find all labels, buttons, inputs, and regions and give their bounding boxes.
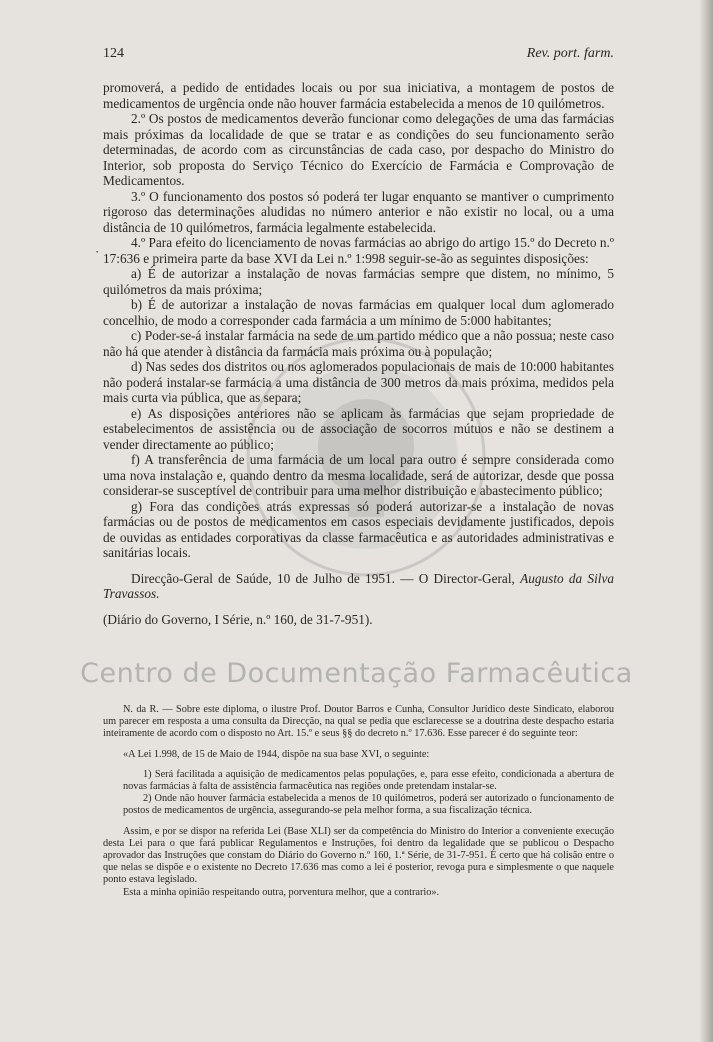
signature-name: Augusto da Silva Travassos. <box>103 570 615 601</box>
main-text <box>103 80 614 627</box>
signature-line <box>103 571 614 602</box>
signature-text: Direcção-Geral de Saúde, 10 de Julho de 1951. — O Director-Geral, <box>131 570 515 586</box>
margin-mark: · <box>95 244 100 259</box>
paragraph-2: 2.º Os postos de medicamentos deverão funcionar como delegações de uma das farmácias mais próximas da localidade de que se tratar e as condições do seu funcionamento serão determinadas, de acordo com as circunstâncias de cada caso, por despacho do Ministro do Interior, sob proposta do Serviço Técnico do Exercício de Farmácia e Comprovação de Medicamentos. <box>103 111 614 188</box>
item-b: b) É de autorizar a instalação de novas farmácias em qualquer local dum aglomerado concelhio, de modo a corresponder cada farmácia a um mínimo de 5:000 habitantes; <box>103 297 614 328</box>
note-paragraph-2: «A Lei 1.998, de 15 de Maio de 1944, dispõe na sua base XVI, o seguinte: <box>123 748 430 760</box>
editor-note <box>103 704 614 899</box>
note-item-1: 1) Será facilitada a aquisição de medicamentos pelas populações, e, para esse efeito, condicionada a abertura de novas farmácias à falta de assistência farmacêutica nas regiões onde pretendam instalar-se. <box>123 768 614 793</box>
item-a: a) É de autorizar a instalação de novas farmácias sempre que distem, no mínimo, 5 quilómetros da mais próxima; <box>103 266 614 297</box>
watermark-text: Centro de Documentação Farmacêutica <box>80 658 633 689</box>
note-item-2: 2) Onde não houver farmácia estabelecida a menos de 10 quilómetros, poderá ser autorizado o funcionamento de postos de medicamentos de urgência, assegurando-se pela melhor forma, a sua fiscalização técnica. <box>123 793 614 817</box>
running-head: Rev. port. farm. <box>526 46 614 61</box>
item-e: e) As disposições anteriores não se aplicam às farmácias que sejam propriedade de estabelecimentos de assistência ou de associação de socorros mútuos e não se destinem a vender directamente ao público; <box>103 405 614 452</box>
page-edge-shadow <box>699 0 713 1042</box>
item-f: f) A transferência de uma farmácia de um local para outro é sempre considerada como uma nova instalação e, quando dentro da mesma localidade, será de autorizar, desde que possa considerar-se susceptível de contribuir para uma melhor distribuição e abastecimento público; <box>103 452 614 498</box>
item-g: g) Fora das condições atrás expressas só poderá autorizar-se a instalação de novas farmácias ou de postos de medicamentos em casos especiais devidamente justificados, depois de ouvidas as entidades corporativas da classe farmacêutica e as autoridades administrativas e sanitárias locais. <box>103 498 614 560</box>
page-number: 124 <box>103 46 124 61</box>
paragraph-continuation: promoverá, a pedido de entidades locais ou por sua iniciativa, a montagem de postos de medicamentos de urgência onde não houver farmácia estabelecida a menos de 10 quilómetros. <box>103 80 614 111</box>
note-paragraph-3: Assim, e por se dispor na referida Lei (Base XLI) ser da competência do Ministro do Interior a conveniente execução desta Lei para o que fará publicar Regulamentos e Instruções, foi dentro da legalidade que se publicou o Despacho aprovador das Instruções que constam do Diário do Governo n.º 160, 1.ª Série, de 31-7-951. É certo que há colisão entre o que nelas se dispõe e o existente no Decreto 17.636 mas como a lei é posterior, revoga pura e simplesmente o que naquele ponto estava legislado. <box>103 825 614 886</box>
item-d: d) Nas sedes dos distritos ou nos aglomerados populacionais de mais de 10:000 habitantes não poderá instalar-se farmácia a uma distância de 300 metros da mais próxima, medidos pela mais curta via pública, que as separa; <box>103 359 614 405</box>
note-paragraph-4: Esta a minha opinião respeitando outra, porventura melhor, que a contrario». <box>123 886 440 898</box>
item-c: c) Poder-se-á instalar farmácia na sede de um partido médico que a não possua; neste caso não há que atender à distância da farmácia mais próxima ou à população; <box>103 328 614 359</box>
note-paragraph-1: N. da R. — Sobre este diploma, o ilustre Prof. Doutor Barros e Cunha, Consultor Jurídico deste Sindicato, elaborou um parecer em resposta a uma consulta da Direcção, na qual se pedia que esclarecesse se a doutrina deste despacho estaria inteiramente de acordo com o disposto no Art. 15.º e seus §§ do decreto n.º 17.636. Esse parecer é do seguinte teor: <box>103 704 614 740</box>
paragraph-4: 4.º Para efeito do licenciamento de novas farmácias ao abrigo do artigo 15.º do Decreto n.º 17:636 e primeira parte da base XVI da Lei n.º 1:998 seguir-se-ão as seguintes disposições: <box>103 235 614 266</box>
paragraph-3: 3.º O funcionamento dos postos só poderá ter lugar enquanto se mantiver o cumprimento rigoroso das determinações aludidas no número anterior e não existir no local, ou a uma distância de 10 quilómetros, farmácia legalmente estabelecida. <box>103 188 614 235</box>
source-citation: (Diário do Governo, I Série, n.º 160, de 31-7-951). <box>103 611 373 627</box>
